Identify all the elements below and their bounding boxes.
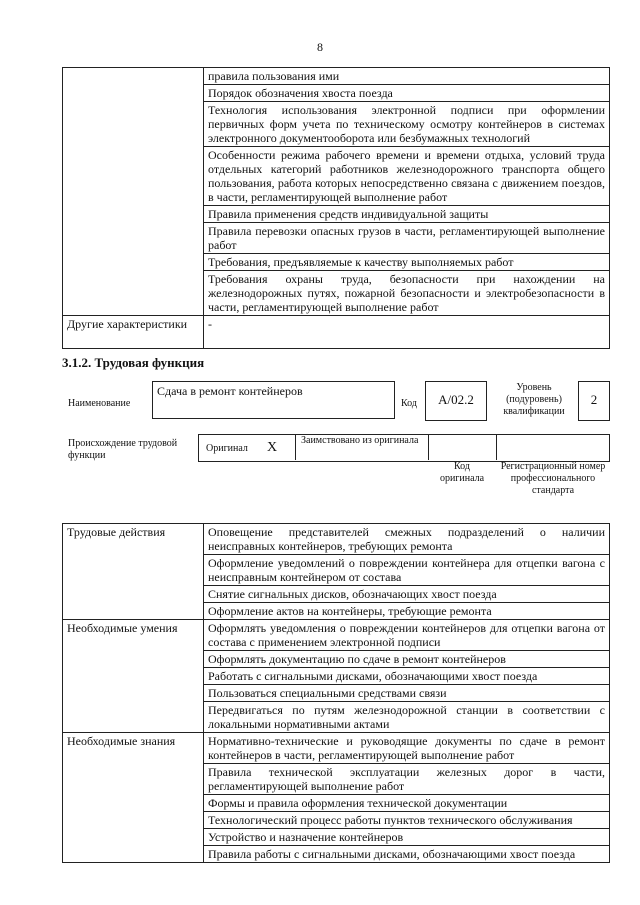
origin-divider (428, 434, 429, 460)
page-number: 8 (317, 40, 323, 54)
function-details-table (62, 523, 610, 863)
code-label: Код (401, 398, 417, 409)
knowledge-item: Особенности режима рабочего времени и времени отдыха, условий труда отдельных категорий работников железнодорожного транспорта общего пользования, работа которых непосредственно связана с движением поездов, в части, регламентирующей выполнение работ (204, 147, 610, 206)
skill-item: Пользоваться специальными средствами связи (204, 685, 610, 702)
function-name-box: Сдача в ремонт контейнеров (152, 381, 395, 419)
origin-divider (295, 434, 296, 460)
continuation-table (62, 67, 610, 349)
origin-label: Происхождение трудовой функции (68, 438, 178, 461)
knowledge-item: Устройство и назначение контейнеров (204, 829, 610, 846)
labor-action-item: Оповещение представителей смежных подразделений о наличии неисправных контейнеров, требующих ремонта (204, 524, 610, 555)
skill-item: Передвигаться по путям железнодорожной станции в соответствии с локальными нормативными актами (204, 702, 610, 733)
knowledge-item: Правила перевозки опасных грузов в части, регламентирующей выполнение работ (204, 223, 610, 254)
level-label: Уровень (подуровень) квалификации (503, 382, 565, 417)
knowledge-item: Технология использования электронной подписи при оформлении первичных форм учета по техническому осмотру контейнеров в системах электронного документооборота или безбумажных технологий (204, 102, 610, 147)
other-characteristics-label: Другие характеристики (63, 316, 204, 349)
knowledge-item: Нормативно-технические и руководящие документы по сдаче в ремонт контейнеров в части, регламентирующей выполнение работ (204, 733, 610, 764)
knowledge-item: Технологический процесс работы пунктов технического обслуживания (204, 812, 610, 829)
original-label: Оригинал (206, 443, 248, 454)
knowledge-item: Порядок обозначения хвоста поезда (204, 85, 610, 102)
required-knowledge-label: Необходимые знания (63, 733, 204, 863)
knowledge-item: Правила технической эксплуатации железных дорог в части, регламентирующей выполнение работ (204, 764, 610, 795)
code-caption: Код оригинала (439, 461, 485, 484)
required-skills-label: Необходимые умения (63, 620, 204, 733)
labor-action-item: Оформление актов на контейнеры, требующие ремонта (204, 603, 610, 620)
origin-divider (496, 434, 497, 460)
original-mark: X (267, 440, 278, 455)
empty-label-cell (63, 68, 204, 316)
borrowed-label: Заимствовано из оригинала (301, 435, 419, 446)
knowledge-item: Правила работы с сигнальными дисками, обозначающими хвост поезда (204, 846, 610, 863)
name-label: Наименование (68, 398, 131, 409)
labor-action-item: Оформление уведомлений о повреждении контейнера для отцепки вагона с неисправным контейнером от состава (204, 555, 610, 586)
knowledge-item: Формы и правила оформления технической документации (204, 795, 610, 812)
skill-item: Оформлять документацию по сдаче в ремонт контейнеров (204, 651, 610, 668)
section-title: 3.1.2. Трудовая функция (62, 355, 205, 370)
skill-item: Оформлять уведомления о повреждении контейнеров для отцепки вагона от состава с применением электронной подписи (204, 620, 610, 651)
level-box: 2 (578, 381, 610, 421)
knowledge-item: правила пользования ими (204, 68, 610, 85)
knowledge-item: Требования охраны труда, безопасности при нахождении на железнодорожных путях, пожарной безопасности и электробезопасности в части, регламентирующей выполнение работ (204, 271, 610, 316)
other-characteristics-value: - (204, 316, 610, 349)
registration-caption: Регистрационный номер профессионального стандарта (500, 461, 606, 496)
skill-item: Работать с сигнальными дисками, обозначающими хвост поезда (204, 668, 610, 685)
labor-action-item: Снятие сигнальных дисков, обозначающих хвост поезда (204, 586, 610, 603)
labor-actions-label: Трудовые действия (63, 524, 204, 620)
code-box: A/02.2 (425, 381, 487, 421)
knowledge-item: Требования, предъявляемые к качеству выполняемых работ (204, 254, 610, 271)
knowledge-item: Правила применения средств индивидуальной защиты (204, 206, 610, 223)
